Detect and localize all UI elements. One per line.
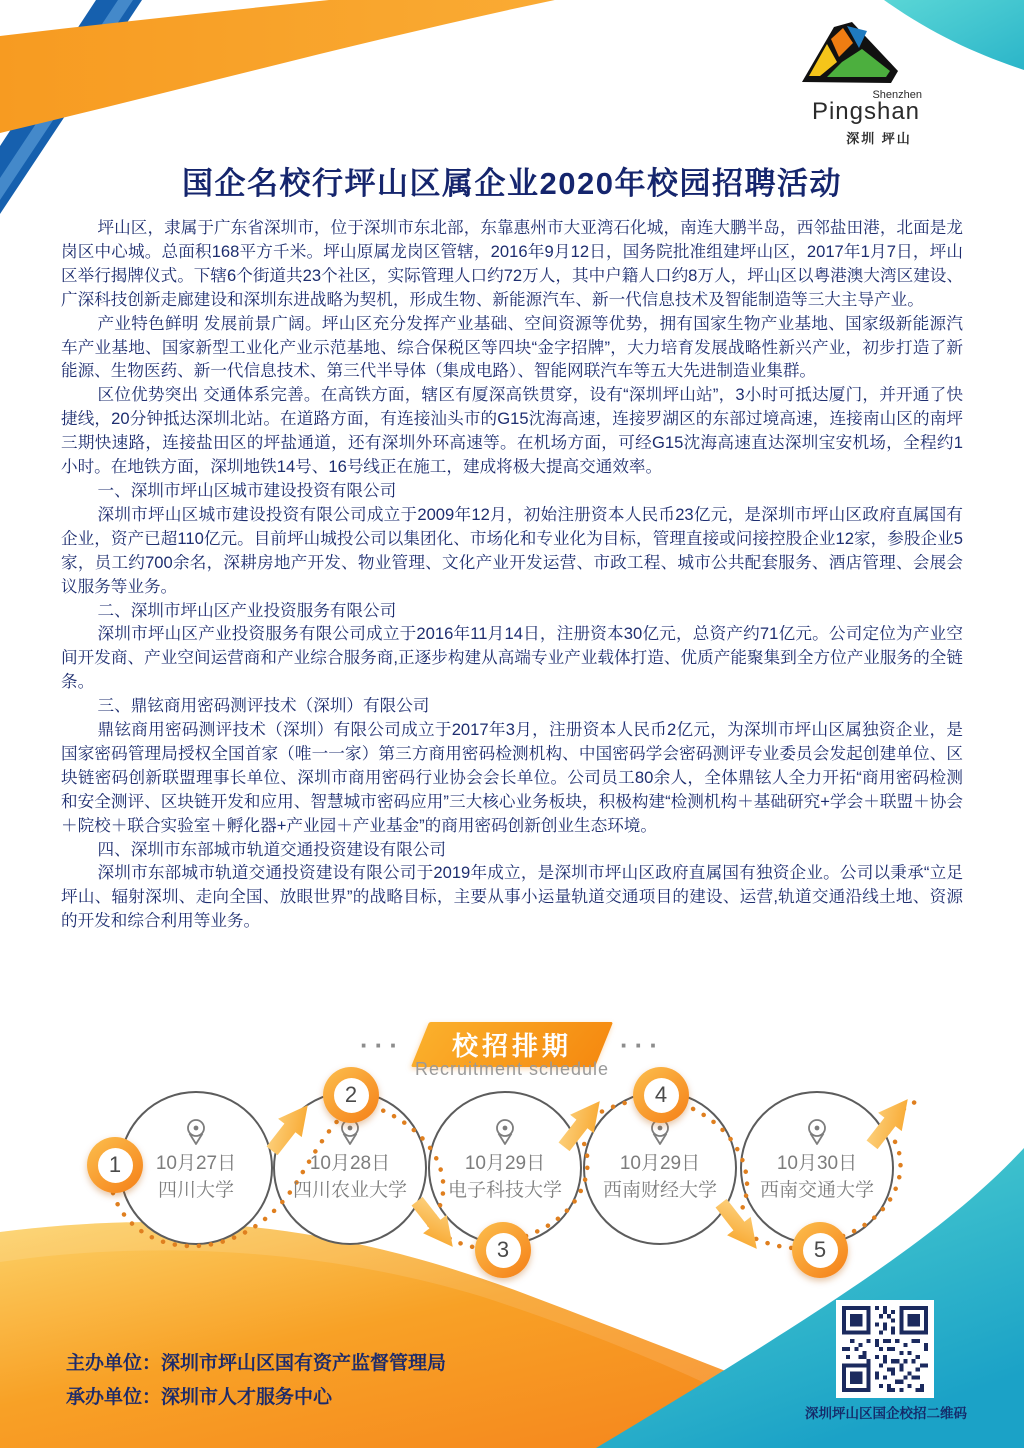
location-pin-icon	[493, 1118, 517, 1146]
intro-paragraph: 区位优势突出 交通体系完善。在高铁方面，辖区有厦深高铁贯穿，设有“深圳坪山站”，3小时可抵达厦门，并开通了快捷线，20分钟抵达深圳北站。在道路方面，有连接汕头市的G15沈海高速，连接罗湖区的东部过境高速，连接南山区的南坪三期快速路，连接盐田区的坪盐通道，还有深圳外环高速等。在机场方面，可经G15沈海高速直达深圳宝安机场，全程约1小时。在地铁方面，深圳地铁14号、16号线正在施工，建成将极大提高交通效率。	[61, 385, 963, 477]
company-heading: 三、鼎铉商用密码测评技术（深圳）有限公司	[97, 696, 430, 716]
schedule-banner-subtitle: Recruitment schedule	[414, 1059, 610, 1079]
stop-date: 10月29日	[619, 1153, 701, 1174]
stop-number-badge	[633, 1067, 689, 1123]
location-pin-icon	[184, 1118, 208, 1146]
stop-school: 电子科技大学	[447, 1180, 562, 1201]
footer-host: 主办单位：深圳市坪山区国有资产监督管理局	[66, 1353, 447, 1374]
stop-number: 2	[334, 1078, 369, 1113]
company-body: 深圳市坪山区城市建设投资有限公司成立于2009年12月，初始注册资本人民币23亿元，是深圳市坪山区政府直属国有企业，资产已超110亿元。目前坪山城投公司以集团化、市场化和专业化为目标，管理直接或问接控股企业12家，参股企业5家，员工约700余名，深耕房地产开发、物业管理、文化产业开发运营、市政工程、城市公共配套服务、酒店管理、会展会议服务等业务。	[61, 504, 963, 596]
company-body: 深圳市坪山区产业投资服务有限公司成立于2016年11月14日，注册资本30亿元，总资产约71亿元。公司定位为产业空间开发商、产业空间运营商和产业综合服务商,正逐步构建从高端专业产业载体打造、优质产能聚集到全方位产业服务的全链条。	[61, 624, 963, 692]
body-copy	[61, 216, 963, 933]
stop-number: 5	[803, 1233, 838, 1268]
schedule-stop	[419, 1118, 591, 1204]
pingshan-logo	[796, 18, 936, 147]
intro-paragraph: 坪山区，隶属于广东省深圳市，位于深圳市东北部，东靠惠州市大亚湾石化城，南连大鹏半岛，西邻盐田港，北面是龙岗区中心城。总面积168平方千米。坪山原属龙岗区管辖，2016年9月12日，国务院批准组建坪山区，2017年1月7日，坪山区举行揭牌仪式。下辖6个街道共23个社区，实际管理人口约72万人，其中户籍人口约8万人，坪山区以粤港澳大湾区建设、广深科技创新走廊建设和深圳东进战略为契机，形成生物、新能源汽车、新一代信息技术及智能制造等三大主导产业。	[61, 218, 963, 309]
stop-date: 10月27日	[155, 1153, 237, 1174]
stop-number: 1	[98, 1148, 133, 1183]
stop-date: 10月30日	[776, 1153, 858, 1174]
stop-school: 西南财经大学	[602, 1180, 717, 1201]
stop-number: 4	[644, 1078, 679, 1113]
company-heading: 一、深圳市坪山区城市建设投资有限公司	[97, 480, 397, 500]
intro-paragraph: 产业特色鲜明 发展前景广阔。坪山区充分发挥产业基础、空间资源等优势，拥有国家生物产业基地、国家级新能源汽车产业基地、国家新型工业化产业示范基地、综合保税区等四块“金字招牌”，大力培育发展战略性新兴产业，初步打造了新能源、生物医药、新一代信息技术、第三代半导体（集成电路）、智能网联汽车等五大先进制造业集群。	[61, 313, 963, 381]
logo-text-pingshan: Pingshan	[811, 98, 921, 125]
location-pin-icon	[805, 1118, 829, 1146]
schedule-stop	[264, 1118, 436, 1204]
banner-dots-right: ···	[620, 1029, 664, 1060]
logo-mountain-icon	[796, 18, 916, 88]
qr-code	[836, 1300, 934, 1398]
company-heading: 四、深圳市东部城市轨道交通投资建设有限公司	[97, 839, 446, 859]
page-title: 国企名校行坪山区属企业2020年校园招聘活动	[182, 166, 842, 201]
stop-number-badge	[323, 1067, 379, 1123]
footer-organizer: 承办单位：深圳市人才服务中心	[66, 1387, 333, 1408]
logo-text-cn: 深圳 坪山	[846, 131, 912, 146]
stop-number-badge	[475, 1222, 531, 1278]
banner-dots-left: ···	[360, 1029, 404, 1060]
stop-number-badge	[87, 1137, 143, 1193]
stop-number-badge	[792, 1222, 848, 1278]
schedule-banner-title: 校招排期	[451, 1031, 572, 1061]
stop-date: 10月29日	[464, 1153, 546, 1174]
qr-code-pattern	[842, 1306, 928, 1392]
company-body: 深圳市东部城市轨道交通投资建设有限公司于2019年成立，是深圳市坪山区政府直属国有独资企业。公司以秉承“立足坪山、辐射深圳、走向全国、放眼世界”的战略目标，主要从事小运量轨道交通项目的建设、运营,轨道交通沿线土地、资源的开发和综合利用等业务。	[61, 863, 963, 931]
stop-date: 10月28日	[309, 1153, 391, 1174]
schedule-stop	[731, 1118, 903, 1204]
company-body: 鼎铉商用密码测评技术（深圳）有限公司成立于2017年3月，注册资本人民币2亿元，为深圳市坪山区属独资企业，是国家密码管理局授权全国首家（唯一一家）第三方商用密码检测机构、中国密码学会密码测评专业委员会发起创建单位、区块链密码创新联盟理事长单位、深圳市商用密码行业协会会长单位。公司员工80余人，全体鼎铉人全力开拓“商用密码检测和安全测评、区块链开发和应用、智慧城市密码应用”三大核心业务板块，积极构建“检测机构＋基础研究+学会＋联盟＋协会＋院校＋联合实验室＋孵化器+产业园＋产业基金”的商用密码创新创业生态环境。	[61, 720, 963, 835]
stop-school: 西南交通大学	[759, 1180, 874, 1201]
company-heading: 二、深圳市坪山区产业投资服务有限公司	[97, 600, 397, 620]
stop-school: 四川大学	[157, 1180, 234, 1201]
schedule-stop	[574, 1118, 746, 1204]
stop-school: 四川农业大学	[292, 1180, 407, 1201]
logo-text-shenzhen: Shenzhen	[872, 89, 922, 101]
qr-caption: 深圳坪山区国企校招二维码	[805, 1406, 967, 1421]
stop-number: 3	[486, 1233, 521, 1268]
